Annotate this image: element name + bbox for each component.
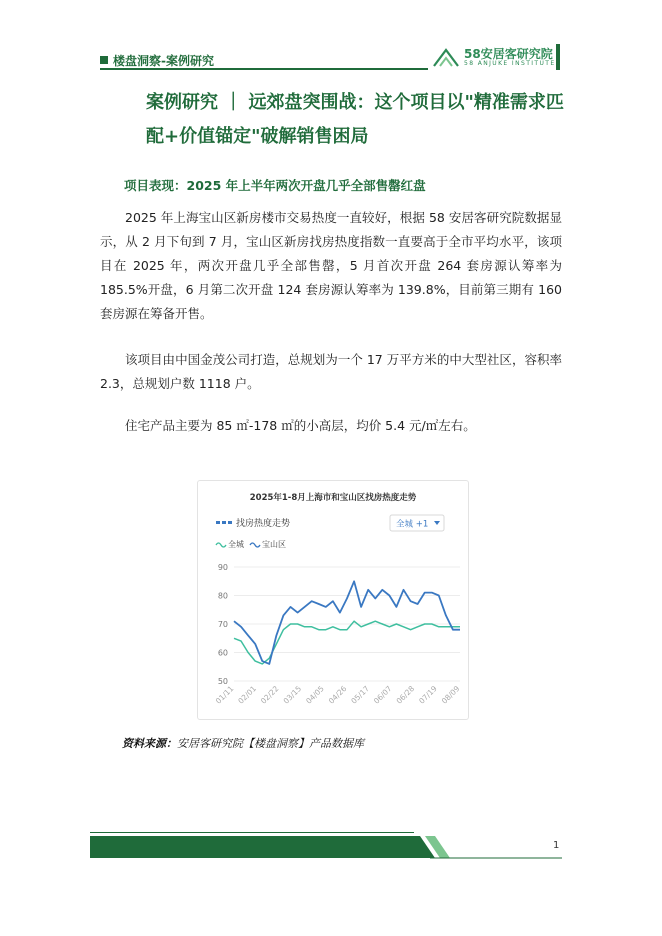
footer-band (90, 836, 562, 860)
x-tick-label: 04/05 (304, 684, 326, 706)
line-chart (198, 481, 468, 719)
section-title: 项目表现：2025 年上半年两次开盘几乎全部售罄红盘 (124, 178, 426, 193)
x-tick-label: 07/19 (417, 684, 439, 706)
legend-entry: 宝山区 (262, 540, 286, 549)
header-accent-bar (556, 44, 560, 70)
chart-subtitle: 找房热度走势 (236, 519, 291, 529)
paragraph-3: 住宅产品主要为 85 ㎡-178 ㎡的小高层，均价 5.4 元/㎡左右。 (125, 418, 476, 433)
source-label: 资料来源： (122, 737, 177, 750)
series-legend-mark-icon (216, 521, 220, 524)
header-divider (100, 68, 428, 70)
series-dropdown-label: 全城 +1 (396, 519, 429, 530)
paragraph-1: 2025 年上海宝山区新房楼市交易热度一直较好，根据 58 安居客研究院数据显示，从 2 月下旬到 7 月，宝山区新房找房热度指数一直要高于全市平均水平，该项目在 2025 年，两次开盘几乎全部售罄，5 月首次开盘 264 套房源认筹率为 185.5%开盘，6 月第二次开盘 124 套房源认筹率为 139.8%，目前第三期有 160 套房源在筹备开售。 (100, 210, 562, 321)
y-tick-label: 80 (217, 591, 228, 601)
series-line-baoshan (234, 581, 460, 664)
header-label (100, 52, 214, 69)
paragraph-2: 该项目由中国金茂公司打造，总规划为一个 17 万平方米的中大型社区，容积率 2.3，总规划户数 1118 户。 (100, 352, 562, 391)
x-tick-label: 05/17 (349, 684, 372, 706)
header-label-text: 楼盘洞察-案例研究 (113, 54, 214, 68)
series-legend-mark-icon (228, 521, 232, 524)
footer-divider (90, 832, 414, 833)
y-tick-label: 90 (217, 563, 228, 572)
y-tick-label: 50 (217, 677, 228, 686)
x-tick-label: 02/22 (258, 684, 281, 706)
logo-subtitle: 58 ANJUKE INSTITUTE (464, 60, 556, 67)
series-line-citywide (234, 621, 460, 664)
x-tick-label: 08/09 (439, 684, 462, 706)
house-logo-icon (432, 46, 460, 68)
y-tick-label: 60 (217, 648, 228, 658)
logo-text: 58安居客研究院 (464, 47, 553, 61)
legend-entry: 全城 (228, 540, 244, 549)
source-note (122, 735, 364, 751)
x-tick-label: 06/07 (371, 684, 394, 706)
x-tick-label: 06/28 (394, 684, 417, 706)
square-bullet-icon (100, 56, 108, 64)
x-tick-label: 03/15 (281, 684, 304, 706)
y-tick-label: 70 (217, 620, 228, 629)
x-tick-label: 01/11 (213, 684, 236, 706)
legend-line-icon (250, 543, 260, 547)
chart-title: 2025年1-8月上海市和宝山区找房热度走势 (249, 493, 417, 503)
page-number: 1 (553, 840, 560, 851)
x-tick-label: 02/01 (236, 684, 259, 706)
x-tick-label: 04/26 (326, 684, 349, 706)
source-text: 安居客研究院【楼盘洞察】产品数据库 (177, 737, 364, 750)
page-title: 案例研究 ｜ 远郊盘突围战：这个项目以"精准需求匹配+价值锚定"破解销售困局 (146, 92, 564, 147)
chart-card (197, 480, 469, 720)
legend-line-icon (216, 543, 226, 547)
series-legend-mark-icon (222, 521, 226, 524)
